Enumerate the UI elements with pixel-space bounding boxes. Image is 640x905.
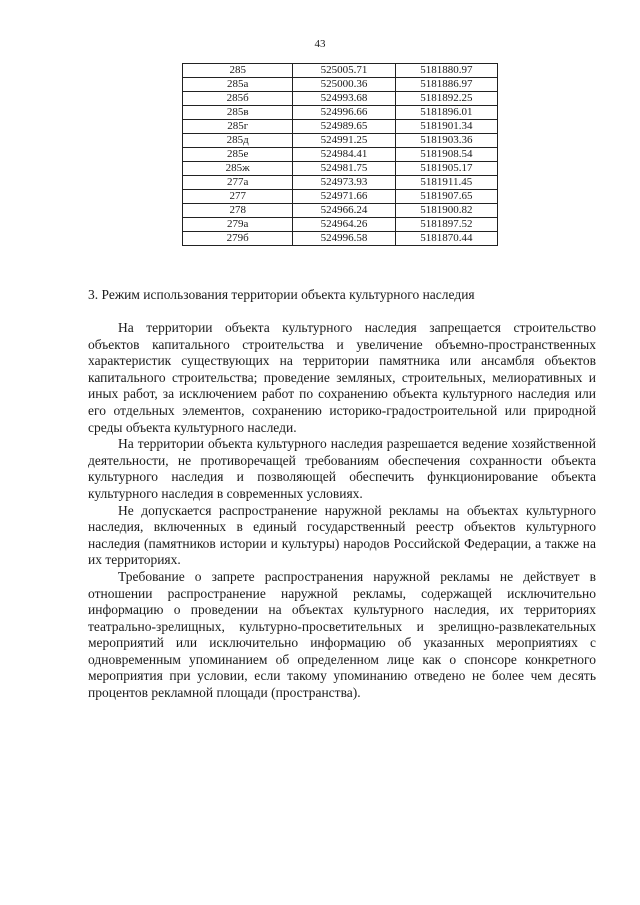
table-row	[183, 204, 498, 218]
point-id-cell: 285в	[183, 106, 293, 120]
x-coordinate-cell: 524996.58	[293, 232, 395, 246]
table-row	[183, 190, 498, 204]
paragraph-advertising-exception: Требование о запрете распространения наружной рекламы не действует в отношении распространение наружной рекламы, содержащей исключительно информацию о проведении на объектах культурного наследия, их территориях театрально-зрелищных, культурно-просветительных и зрелищно-развлекательных мероприятий или исключительно информацию об указанных мероприятиях с одновременным упоминанием об определенном лице как о спонсоре конкретного мероприятия при условии, если такому упоминанию отведено не более чем десять процентов рекламной площади (пространства).	[88, 568, 596, 701]
point-id-cell: 285ж	[183, 162, 293, 176]
point-id-cell: 285б	[183, 92, 293, 106]
x-coordinate-cell: 524996.66	[293, 106, 395, 120]
x-coordinate-cell: 524993.68	[293, 92, 395, 106]
paragraph-permitted-activity: На территории объекта культурного наследия разрешается ведение хозяйственной деятельности, не противоречащей требованиям обеспечения сохранности объекта культурного наследия и позволяющей обеспечить функционирование объекта культурного наследия в современных условиях.	[88, 436, 596, 501]
table-row	[183, 78, 498, 92]
x-coordinate-cell: 524971.66	[293, 190, 395, 204]
y-coordinate-cell: 5181908.54	[395, 148, 497, 162]
y-coordinate-cell: 5181897.52	[395, 218, 497, 232]
section-body	[88, 320, 596, 702]
point-id-cell: 285	[183, 64, 293, 78]
table-row	[183, 106, 498, 120]
y-coordinate-cell: 5181907.65	[395, 190, 497, 204]
x-coordinate-cell: 525000.36	[293, 78, 395, 92]
coordinates-table-body	[183, 64, 498, 246]
x-coordinate-cell: 524984.41	[293, 148, 395, 162]
y-coordinate-cell: 5181901.34	[395, 120, 497, 134]
table-row	[183, 162, 498, 176]
page-number: 43	[314, 38, 326, 50]
table-row	[183, 148, 498, 162]
x-coordinate-cell: 524989.65	[293, 120, 395, 134]
point-id-cell: 277а	[183, 176, 293, 190]
y-coordinate-cell: 5181870.44	[395, 232, 497, 246]
x-coordinate-cell: 524991.25	[293, 134, 395, 148]
x-coordinate-cell: 524966.24	[293, 204, 395, 218]
table-row	[183, 134, 498, 148]
y-coordinate-cell: 5181886.97	[395, 78, 497, 92]
y-coordinate-cell: 5181905.17	[395, 162, 497, 176]
point-id-cell: 277	[183, 190, 293, 204]
table-row	[183, 232, 498, 246]
table-row	[183, 218, 498, 232]
point-id-cell: 278	[183, 204, 293, 218]
x-coordinate-cell: 524981.75	[293, 162, 395, 176]
point-id-cell: 285г	[183, 120, 293, 134]
coordinates-table	[182, 63, 498, 246]
section-heading: 3. Режим использования территории объекта культурного наследия	[88, 287, 475, 302]
y-coordinate-cell: 5181903.36	[395, 134, 497, 148]
y-coordinate-cell: 5181911.45	[395, 176, 497, 190]
point-id-cell: 285а	[183, 78, 293, 92]
table-row	[183, 120, 498, 134]
y-coordinate-cell: 5181892.25	[395, 92, 497, 106]
table-row	[183, 176, 498, 190]
y-coordinate-cell: 5181900.82	[395, 204, 497, 218]
table-row	[183, 92, 498, 106]
point-id-cell: 279а	[183, 218, 293, 232]
paragraph-advertising-ban: Не допускается распространение наружной рекламы на объектах культурного наследия, включенных в единый государственный реестр объектов культурного наследия (памятников истории и культуры) народов Российской Федерации, а также на их территориях.	[88, 502, 596, 568]
y-coordinate-cell: 5181880.97	[395, 64, 497, 78]
point-id-cell: 285е	[183, 148, 293, 162]
x-coordinate-cell: 524973.93	[293, 176, 395, 190]
table-row	[183, 64, 498, 78]
x-coordinate-cell: 524964.26	[293, 218, 395, 232]
x-coordinate-cell: 525005.71	[293, 64, 395, 78]
paragraph-prohibitions: На территории объекта культурного наследия запрещается строительство объектов капитального строительства и увеличение объемно-пространственных характеристик существующих на территории памятника или ансамбля объектов капитального строительства; проведение земляных, строительных, мелиоративных и иных работ, за исключением работ по сохранению объекта культурного наследия или его отдельных элементов, сохранению историко-градостроительной или природной среды объекта культурного наследи.	[88, 320, 596, 435]
point-id-cell: 285д	[183, 134, 293, 148]
y-coordinate-cell: 5181896.01	[395, 106, 497, 120]
point-id-cell: 279б	[183, 232, 293, 246]
